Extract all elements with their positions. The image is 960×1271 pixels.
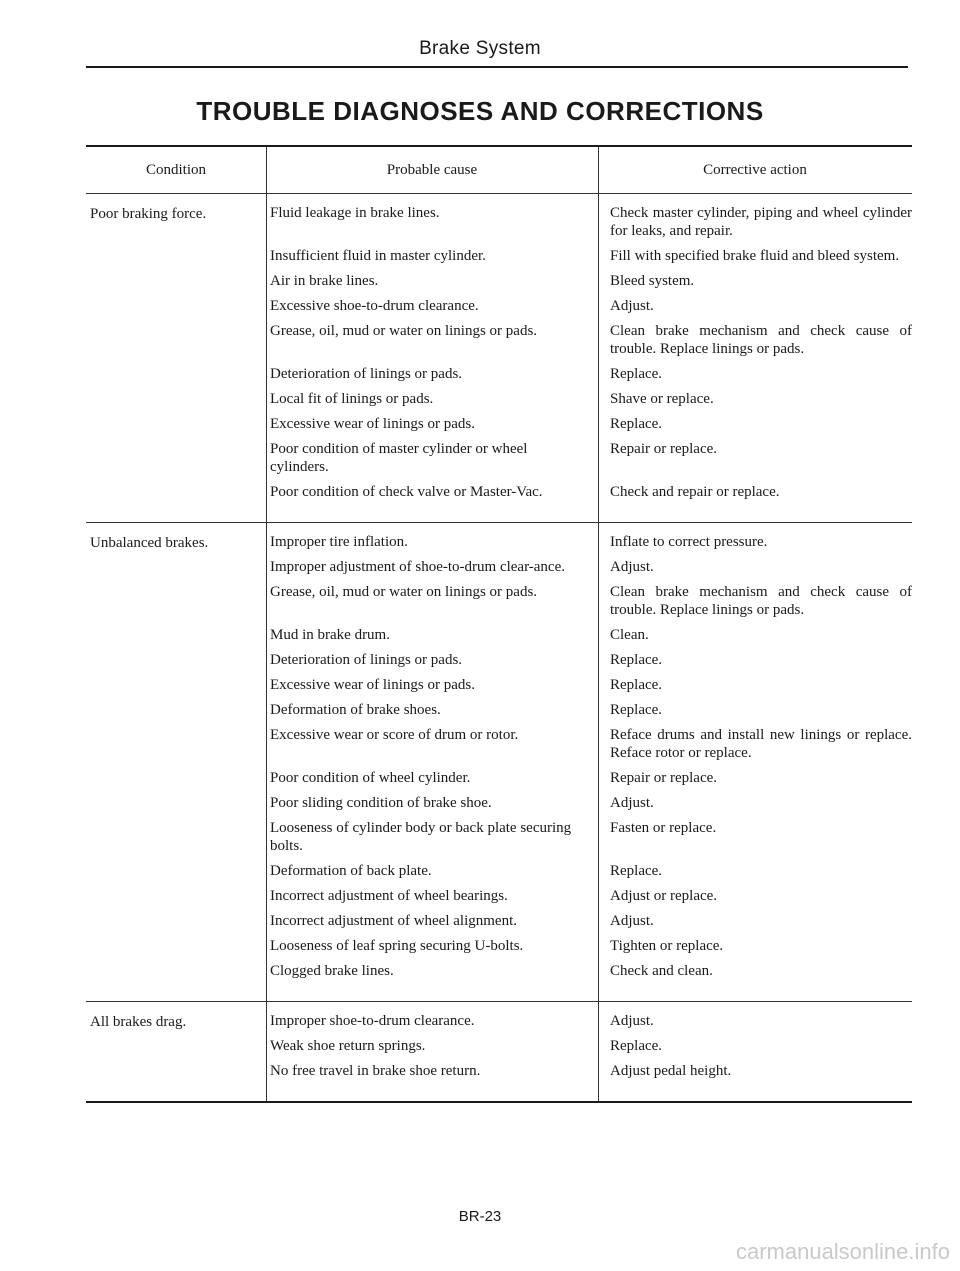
cause-cell: Looseness of cylinder body or back plate securing bolts. xyxy=(270,820,572,854)
condition-cell: All brakes drag. xyxy=(90,1014,187,1030)
section-rows xyxy=(266,194,912,522)
action-cell: Adjust. xyxy=(610,913,654,929)
table-row xyxy=(266,390,912,408)
action-cell: Reface drums and install new linings or replace. Reface rotor or replace. xyxy=(610,727,912,761)
action-cell: Adjust. xyxy=(610,795,654,811)
table-row xyxy=(266,769,912,787)
table-row xyxy=(266,322,912,358)
table-body xyxy=(86,194,912,1101)
cause-cell: Mud in brake drum. xyxy=(270,627,390,643)
cause-cell: Deterioration of linings or pads. xyxy=(270,366,463,382)
table-row xyxy=(266,887,912,905)
table-section xyxy=(86,1002,912,1101)
condition-cell: Unbalanced brakes. xyxy=(90,535,209,551)
action-cell: Fasten or replace. xyxy=(610,820,717,836)
table-row xyxy=(266,1062,912,1080)
action-cell: Check master cylinder, piping and wheel cylinder for leaks, and repair. xyxy=(610,205,912,239)
cause-cell: Incorrect adjustment of wheel alignment. xyxy=(270,913,517,929)
cause-cell: Deformation of back plate. xyxy=(270,863,432,879)
table-row xyxy=(266,297,912,315)
table-row xyxy=(266,365,912,383)
table-row xyxy=(266,937,912,955)
table-row xyxy=(266,912,912,930)
table-row xyxy=(266,583,912,619)
action-cell: Check and clean. xyxy=(610,963,713,979)
action-cell: Clean brake mechanism and check cause of trouble. Replace linings or pads. xyxy=(610,584,912,618)
cause-cell: Poor condition of check valve or Master-Vac. xyxy=(270,484,543,500)
action-cell: Adjust. xyxy=(610,1013,654,1029)
action-cell: Replace. xyxy=(610,863,663,879)
condition-cell: Poor braking force. xyxy=(90,206,207,222)
action-cell: Adjust. xyxy=(610,559,654,575)
cause-cell: Looseness of leaf spring securing U-bolts. xyxy=(270,938,524,954)
cause-cell: Improper tire inflation. xyxy=(270,534,408,550)
action-cell: Replace. xyxy=(610,366,663,382)
table-section xyxy=(86,523,912,1001)
table-row xyxy=(266,794,912,812)
page-title: TROUBLE DIAGNOSES AND CORRECTIONS xyxy=(196,96,764,126)
table-row xyxy=(266,962,912,980)
trouble-table xyxy=(86,145,912,1103)
watermark: carmanualsonline.info xyxy=(735,1239,950,1264)
action-cell: Clean brake mechanism and check cause of trouble. Replace linings or pads. xyxy=(610,323,912,357)
action-cell: Replace. xyxy=(610,1038,663,1054)
table-bottom-rule xyxy=(86,1101,912,1103)
table-row xyxy=(266,726,912,762)
cause-cell: Clogged brake lines. xyxy=(270,963,394,979)
header-rule xyxy=(86,66,908,68)
action-cell: Check and repair or replace. xyxy=(610,484,780,500)
cause-cell: Poor condition of wheel cylinder. xyxy=(270,770,471,786)
cause-cell: Excessive wear of linings or pads. xyxy=(270,416,475,432)
cause-cell: Deformation of brake shoes. xyxy=(270,702,441,718)
cause-cell: Local fit of linings or pads. xyxy=(270,391,434,407)
action-cell: Adjust pedal height. xyxy=(610,1063,732,1079)
action-cell: Bleed system. xyxy=(610,273,695,289)
cause-cell: Insufficient fluid in master cylinder. xyxy=(270,248,486,264)
cause-cell: Weak shoe return springs. xyxy=(270,1038,426,1054)
cause-cell: Poor condition of master cylinder or wheel cylinders. xyxy=(270,441,528,475)
table-row xyxy=(266,626,912,644)
cause-cell: Excessive shoe-to-drum clearance. xyxy=(270,298,479,314)
action-cell: Fill with specified brake fluid and bleed system. xyxy=(610,248,900,264)
cause-cell: Excessive wear of linings or pads. xyxy=(270,677,475,693)
table-row xyxy=(266,862,912,880)
action-cell: Clean. xyxy=(610,627,649,643)
table-row xyxy=(266,440,912,476)
action-cell: Shave or replace. xyxy=(610,391,714,407)
action-cell: Inflate to correct pressure. xyxy=(610,534,768,550)
action-cell: Adjust or replace. xyxy=(610,888,718,904)
table-section xyxy=(86,194,912,522)
action-cell: Replace. xyxy=(610,702,663,718)
cause-cell: Grease, oil, mud or water on linings or pads. xyxy=(270,323,538,339)
action-cell: Adjust. xyxy=(610,298,654,314)
cause-cell: Air in brake lines. xyxy=(270,273,379,289)
table-header xyxy=(86,147,912,193)
table-row xyxy=(266,272,912,290)
section-rows xyxy=(266,523,912,1001)
table-row xyxy=(266,483,912,501)
action-cell: Replace. xyxy=(610,416,663,432)
cause-cell: Poor sliding condition of brake shoe. xyxy=(270,795,492,811)
table-row xyxy=(266,819,912,855)
action-cell: Repair or replace. xyxy=(610,441,718,457)
cause-cell: Incorrect adjustment of wheel bearings. xyxy=(270,888,508,904)
cause-cell: Grease, oil, mud or water on linings or pads. xyxy=(270,584,538,600)
page-number: BR-23 xyxy=(458,1208,502,1225)
table-row xyxy=(266,1037,912,1055)
action-cell: Replace. xyxy=(610,652,663,668)
table-row xyxy=(266,701,912,719)
column-header-condition: Condition xyxy=(145,161,206,178)
column-header-action: Corrective action xyxy=(703,161,807,178)
cause-cell: No free travel in brake shoe return. xyxy=(270,1063,481,1079)
cause-cell: Excessive wear or score of drum or rotor. xyxy=(270,727,519,743)
cause-cell: Fluid leakage in brake lines. xyxy=(270,205,440,221)
table-row xyxy=(266,533,912,551)
table-row xyxy=(266,247,912,265)
action-cell: Replace. xyxy=(610,677,663,693)
column-header-cause: Probable cause xyxy=(386,161,478,178)
cause-cell: Improper adjustment of shoe-to-drum clear-ance. xyxy=(270,559,565,575)
table-row xyxy=(266,415,912,433)
action-cell: Tighten or replace. xyxy=(610,938,724,954)
cause-cell: Deterioration of linings or pads. xyxy=(270,652,463,668)
table-row xyxy=(266,204,912,240)
action-cell: Repair or replace. xyxy=(610,770,718,786)
running-header: Brake System xyxy=(419,38,541,59)
table-row xyxy=(266,676,912,694)
table-row xyxy=(266,651,912,669)
cause-cell: Improper shoe-to-drum clearance. xyxy=(270,1013,475,1029)
table-row xyxy=(266,558,912,576)
table-row xyxy=(266,1012,912,1030)
section-rows xyxy=(266,1002,912,1101)
